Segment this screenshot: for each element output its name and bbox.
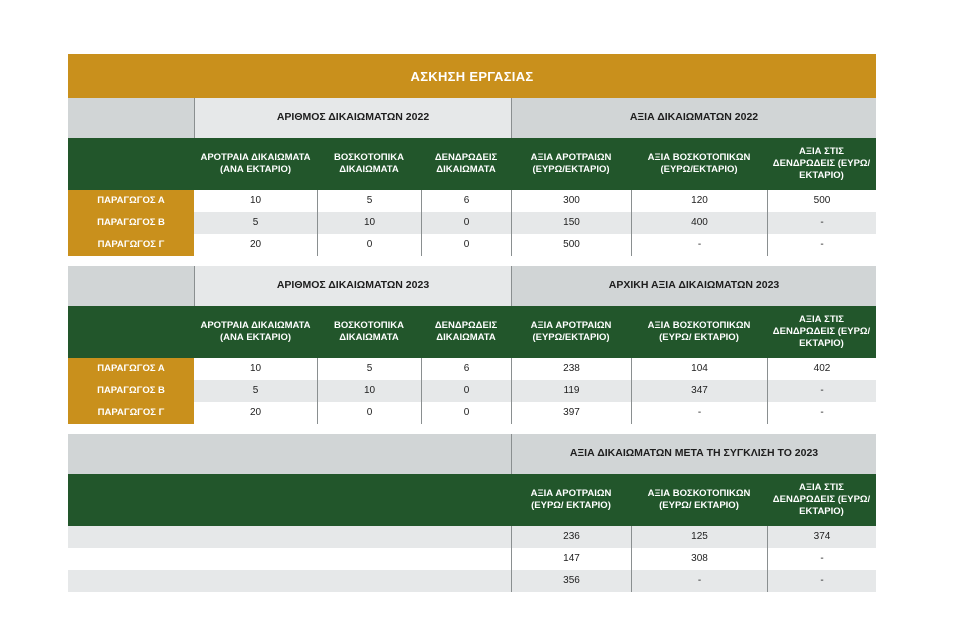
table-cell: 125 (631, 526, 767, 548)
table-cell: - (767, 402, 876, 424)
table-cell: 20 (249, 406, 262, 418)
group-header-count-2022: ΑΡΙΘΜΟΣ ΔΙΚΑΙΩΜΑΤΩΝ 2022 (194, 98, 511, 138)
table-cell: - (767, 234, 876, 256)
table-cell: 119 (511, 380, 631, 402)
table-cell: 5 (194, 212, 317, 234)
table-cell: - (767, 212, 876, 234)
section-spacer (68, 256, 876, 266)
table-cell: 0 (421, 402, 511, 424)
header-pasture-rights: ΒΟΣΚΟΤΟΠΙΚΑ ΔΙΚΑΙΩΜΑΤΑ (317, 306, 421, 358)
header-tree-rights: ΔΕΝΔΡΩΔΕΙΣ ΔΙΚΑΙΩΜΑΤΑ (421, 138, 511, 190)
table-cell: - (767, 380, 876, 402)
table-cell: 10 (317, 380, 421, 402)
header-arable-rights: ΑΡΟΤΡΑΙΑ ΔΙΚΑΙΩΜΑΤΑ (ΑΝΑ ΕΚΤΑΡΙΟ) (194, 306, 317, 358)
header-pasture-value: ΑΞΙΑ ΒΟΣΚΟΤΟΠΙΚΩΝ (ΕΥΡΩ/ ΕΚΤΑΡΙΟ) (631, 306, 767, 358)
group-header-count-2023: ΑΡΙΘΜΟΣ ΔΙΚΑΙΩΜΑΤΩΝ 2023 (194, 266, 511, 306)
table-cell: - (631, 234, 767, 256)
group-header-blank (68, 434, 511, 474)
table-cell: 402 (767, 358, 876, 380)
table-cell: 397 (511, 402, 631, 424)
table-cell: 104 (631, 358, 767, 380)
group-header-blank (68, 98, 194, 138)
producer-label: ΠΑΡΑΓΩΓΟΣ Γ (68, 402, 194, 424)
table-cell: 347 (631, 380, 767, 402)
table-cell: 10 (249, 194, 262, 206)
header-tree-value: ΑΞΙΑ ΣΤΙΣ ΔΕΝΔΡΩΔΕΙΣ (ΕΥΡΩ/ΕΚΤΑΡΙΟ) (767, 306, 876, 358)
table-cell: 236 (511, 526, 631, 548)
table-cell: - (631, 402, 767, 424)
exercise-table (68, 54, 876, 592)
header-arable-rights: ΑΡΟΤΡΑΙΑ ΔΙΚΑΙΩΜΑΤΑ (ΑΝΑ ΕΚΤΑΡΙΟ) (194, 138, 317, 190)
table-cell: 5 (194, 380, 317, 402)
section-spacer (68, 424, 876, 434)
producer-label: ΠΑΡΑΓΩΓΟΣ Α (68, 358, 194, 380)
table-cell: 0 (421, 212, 511, 234)
table-cell: 6 (421, 358, 511, 380)
table-cell: 150 (511, 212, 631, 234)
table-cell: 400 (631, 212, 767, 234)
group-header-initial-value-2023: ΑΡΧΙΚΗ ΑΞΙΑ ΔΙΚΑΙΩΜΑΤΩΝ 2023 (511, 266, 876, 306)
table-cell: 356 (511, 570, 631, 592)
table-cell: - (767, 548, 876, 570)
table-cell: 0 (317, 402, 421, 424)
table-cell: 10 (249, 362, 262, 374)
table-cell: 5 (317, 190, 421, 212)
header-blank (68, 306, 194, 358)
table-cell: 308 (631, 548, 767, 570)
group-header-converged-value-2023: ΑΞΙΑ ΔΙΚΑΙΩΜΑΤΩΝ ΜΕΤΑ ΤΗ ΣΥΓΚΛΙΣΗ ΤΟ 2023 (511, 434, 876, 474)
table-cell: - (631, 570, 767, 592)
table-cell: 500 (767, 190, 876, 212)
header-pasture-rights: ΒΟΣΚΟΤΟΠΙΚΑ ΔΙΚΑΙΩΜΑΤΑ (317, 138, 421, 190)
table-cell: 238 (511, 358, 631, 380)
producer-label: ΠΑΡΑΓΩΓΟΣ Β (68, 212, 194, 234)
table-cell: 147 (511, 548, 631, 570)
table-cell: 0 (421, 234, 511, 256)
header-blank (68, 138, 194, 190)
table-cell: 5 (317, 358, 421, 380)
header-pasture-value: ΑΞΙΑ ΒΟΣΚΟΤΟΠΙΚΩΝ (ΕΥΡΩ/ ΕΚΤΑΡΙΟ) (631, 474, 767, 526)
table-title: ΑΣΚΗΣΗ ΕΡΓΑΣΙΑΣ (68, 54, 876, 98)
table-cell: 20 (249, 238, 262, 250)
table-cell: 0 (421, 380, 511, 402)
table-cell: 300 (511, 190, 631, 212)
producer-label: ΠΑΡΑΓΩΓΟΣ Β (68, 380, 194, 402)
header-tree-rights: ΔΕΝΔΡΩΔΕΙΣ ΔΙΚΑΙΩΜΑΤΑ (421, 306, 511, 358)
table-cell: 500 (511, 234, 631, 256)
header-arable-value: ΑΞΙΑ ΑΡΟΤΡΑΙΩΝ (ΕΥΡΩ/ΕΚΤΑΡΙΟ) (511, 138, 631, 190)
header-tree-value: ΑΞΙΑ ΣΤΙΣ ΔΕΝΔΡΩΔΕΙΣ (ΕΥΡΩ/ΕΚΤΑΡΙΟ) (767, 474, 876, 526)
producer-label: ΠΑΡΑΓΩΓΟΣ Α (68, 190, 194, 212)
section-2022 (68, 98, 876, 592)
table-cell: 374 (767, 526, 876, 548)
table-cell: 120 (631, 190, 767, 212)
header-pasture-value: ΑΞΙΑ ΒΟΣΚΟΤΟΠΙΚΩΝ (ΕΥΡΩ/ΕΚΤΑΡΙΟ) (631, 138, 767, 190)
table-cell-blank (68, 526, 511, 548)
header-blank (68, 474, 511, 526)
table-cell: 10 (317, 212, 421, 234)
producer-label: ΠΑΡΑΓΩΓΟΣ Γ (68, 234, 194, 256)
header-tree-value: ΑΞΙΑ ΣΤΙΣ ΔΕΝΔΡΩΔΕΙΣ (ΕΥΡΩ/ΕΚΤΑΡΙΟ) (767, 138, 876, 190)
table-cell-blank (68, 570, 511, 592)
table-cell: 0 (317, 234, 421, 256)
group-header-blank (68, 266, 194, 306)
table-cell: 6 (421, 190, 511, 212)
table-cell: - (767, 570, 876, 592)
table-cell-blank (68, 548, 511, 570)
group-header-value-2022: ΑΞΙΑ ΔΙΚΑΙΩΜΑΤΩΝ 2022 (511, 98, 876, 138)
header-arable-value: ΑΞΙΑ ΑΡΟΤΡΑΙΩΝ (ΕΥΡΩ/ ΕΚΤΑΡΙΟ) (511, 474, 631, 526)
header-arable-value: ΑΞΙΑ ΑΡΟΤΡΑΙΩΝ (ΕΥΡΩ/ΕΚΤΑΡΙΟ) (511, 306, 631, 358)
